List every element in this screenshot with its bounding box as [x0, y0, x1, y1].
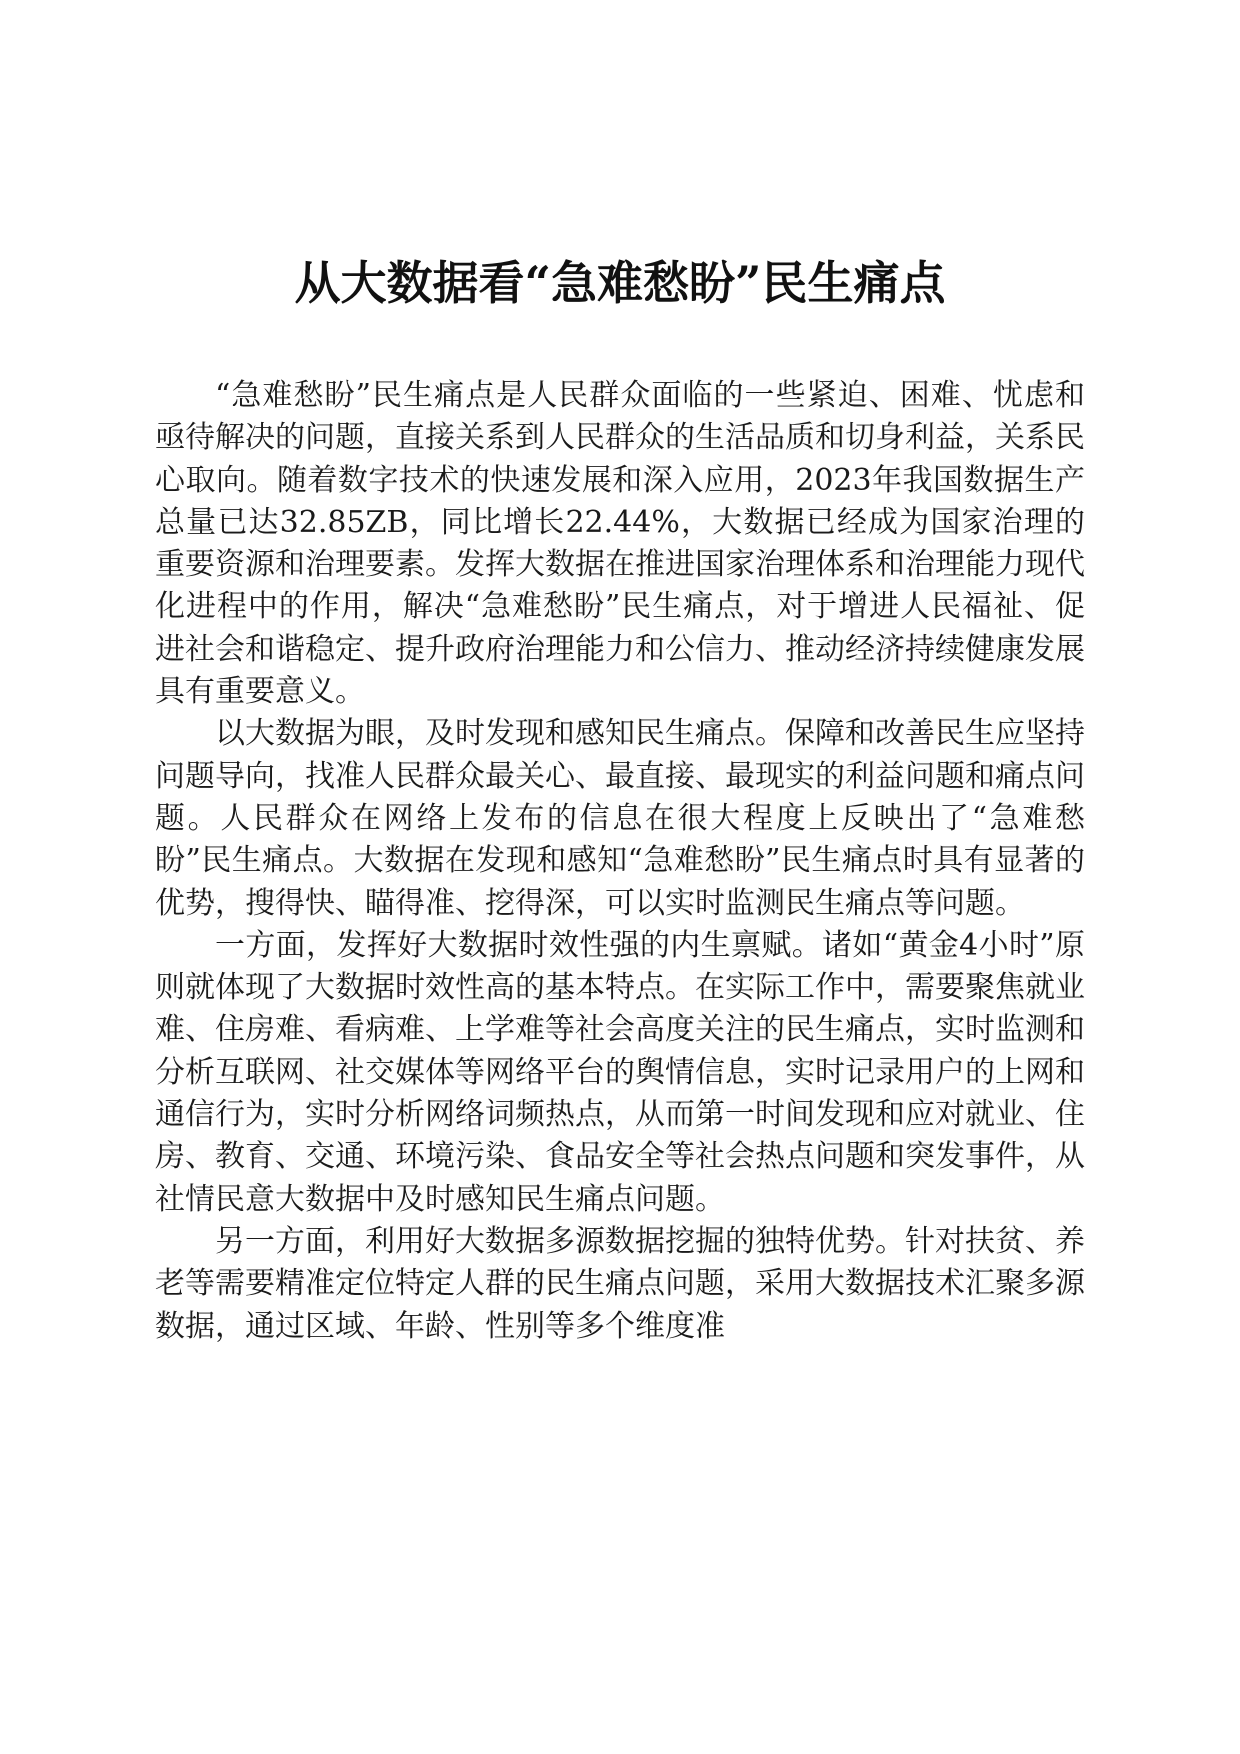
document-body: [155, 375, 1085, 1348]
paragraph: 一方面，发挥好大数据时效性强的内生禀赋。诸如“黄金4小时”原则就体现了大数据时效性高的基本特点。在实际工作中，需要聚焦就业难、住房难、看病难、上学难等社会高度关注的民生痛点，实时监测和分析互联网、社交媒体等网络平台的舆情信息，实时记录用户的上网和通信行为，实时分析网络词频热点，从而第一时间发现和应对就业、住房、教育、交通、环境污染、食品安全等社会热点问题和突发事件，从社情民意大数据中及时感知民生痛点问题。: [155, 927, 1085, 1217]
paragraph: 另一方面，利用好大数据多源数据挖掘的独特优势。针对扶贫、养老等需要精准定位特定人群的民生痛点问题，采用大数据技术汇聚多源数据，通过区域、年龄、性别等多个维度准: [155, 1223, 1085, 1344]
paragraph: 以大数据为眼，及时发现和感知民生痛点。保障和改善民生应坚持问题导向，找准人民群众最关心、最直接、最现实的利益问题和痛点问题。人民群众在网络上发布的信息在很大程度上反映出了“急难愁盼”民生痛点。大数据在发现和感知“急难愁盼”民生痛点时具有显著的优势，搜得快、瞄得准、挖得深，可以实时监测民生痛点等问题。: [155, 716, 1085, 921]
document-title: 从大数据看“急难愁盼”民生痛点: [294, 256, 946, 310]
paragraph: “急难愁盼”民生痛点是人民群众面临的一些紧迫、困难、忧虑和亟待解决的问题，直接关系到人民群众的生活品质和切身利益，关系民心取向。随着数字技术的快速发展和深入应用，2023年我国数据生产总量已达32.85ZB，同比增长22.44%，大数据已经成为国家治理的重要资源和治理要素。发挥大数据在推进国家治理体系和治理能力现代化进程中的作用，解决“急难愁盼”民生痛点，对于增进人民福祉、促进社会和谐稳定、提升政府治理能力和公信力、推动经济持续健康发展具有重要意义。: [155, 378, 1085, 710]
